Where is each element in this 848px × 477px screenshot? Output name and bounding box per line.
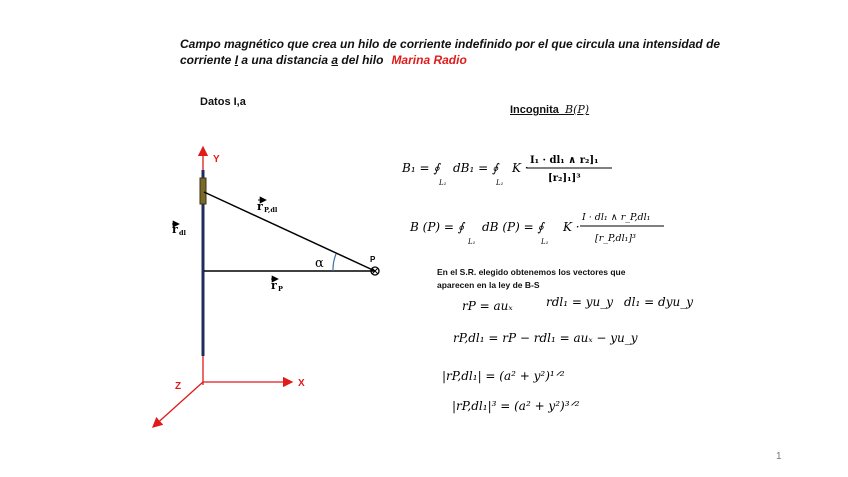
current-element-dl xyxy=(200,178,206,204)
vector-label-rdl xyxy=(172,223,187,237)
svg-text:r: r xyxy=(172,223,178,236)
angle-alpha-label: α xyxy=(315,256,324,271)
svg-text:dl: dl xyxy=(179,229,187,237)
title-var-a: a xyxy=(331,53,339,67)
svg-text:r: r xyxy=(257,200,263,213)
x-axis-label: X xyxy=(298,378,305,389)
rpdl-equation: rP,dl₁ = rP − rdl₁ = auₓ − yu_y xyxy=(453,331,638,345)
z-axis-label: Z xyxy=(175,381,182,392)
svg-text:K ·: K · xyxy=(512,161,529,175)
rp-equation: rP = auₓ xyxy=(462,299,513,313)
svg-text:I · dl₁ ∧ r_P,dl₁: I · dl₁ ∧ r_P,dl₁ xyxy=(582,212,651,223)
y-axis-label: Y xyxy=(213,154,220,165)
svg-text:L₁: L₁ xyxy=(439,179,447,187)
svg-text:dB (P) = ∮: dB (P) = ∮ xyxy=(482,220,544,234)
rdl-equation: rdl₁ = yu_y xyxy=(546,295,614,309)
vector-label-rpdl xyxy=(257,200,278,214)
r-p-dl-line xyxy=(204,192,375,271)
title-var-I: I xyxy=(234,53,239,67)
svg-text:dB₁ = ∮: dB₁ = ∮ xyxy=(453,161,499,175)
title-text: del hilo xyxy=(338,53,384,67)
datos-label: Datos I,a xyxy=(200,96,246,108)
angle-arc xyxy=(333,254,336,271)
svg-text:r: r xyxy=(271,279,277,292)
svg-text:[r₂]₁]³: [r₂]₁]³ xyxy=(548,173,581,184)
svg-text:L₁: L₁ xyxy=(541,238,549,246)
svg-text:L₁: L₁ xyxy=(468,238,476,246)
modulus-equation: |rP,dl₁| = (a² + y²)¹ᐟ² xyxy=(442,369,565,383)
biot-savart-equation-1 xyxy=(401,155,612,187)
svg-text:P: P xyxy=(278,285,283,293)
vector-equations xyxy=(442,295,693,413)
author-name: Marina Radio xyxy=(391,53,467,67)
biot-savart-equation-2 xyxy=(409,212,664,246)
title-text: corriente xyxy=(180,53,235,67)
title-text: a una distancia xyxy=(238,53,332,67)
svg-text:B₁ = ∮: B₁ = ∮ xyxy=(402,161,440,175)
incognita-symbol: B(P) xyxy=(565,103,590,116)
note-line-2: aparecen en la ley de B-S xyxy=(437,280,540,290)
svg-text:P,dl: P,dl xyxy=(264,206,278,214)
note-line-1: En el S.R. elegido obtenemos los vectores que xyxy=(437,267,626,277)
svg-text:K ·: K · xyxy=(563,220,580,234)
svg-text:I₁ · dl₁ ∧ r₂]₁: I₁ · dl₁ ∧ r₂]₁ xyxy=(530,155,599,166)
point-p-label: P xyxy=(370,255,376,264)
dl-equation: dl₁ = dyu_y xyxy=(624,295,693,309)
modulus-cubed-equation: |rP,dl₁|³ = (a² + y²)³ᐟ² xyxy=(452,399,580,413)
vector-label-rp xyxy=(271,279,283,293)
svg-text:B (P) = ∮: B (P) = ∮ xyxy=(410,220,465,234)
page-number: 1 xyxy=(776,451,782,462)
svg-text:L₁: L₁ xyxy=(496,179,504,187)
incognita-text: Incognita xyxy=(510,104,559,116)
svg-text:[r_P,dl₁]³: [r_P,dl₁]³ xyxy=(595,233,636,244)
title-line-1: Campo magnético que crea un hilo de corriente indefinido por el que circula una intensidad de xyxy=(180,37,721,51)
note-text xyxy=(437,266,625,292)
